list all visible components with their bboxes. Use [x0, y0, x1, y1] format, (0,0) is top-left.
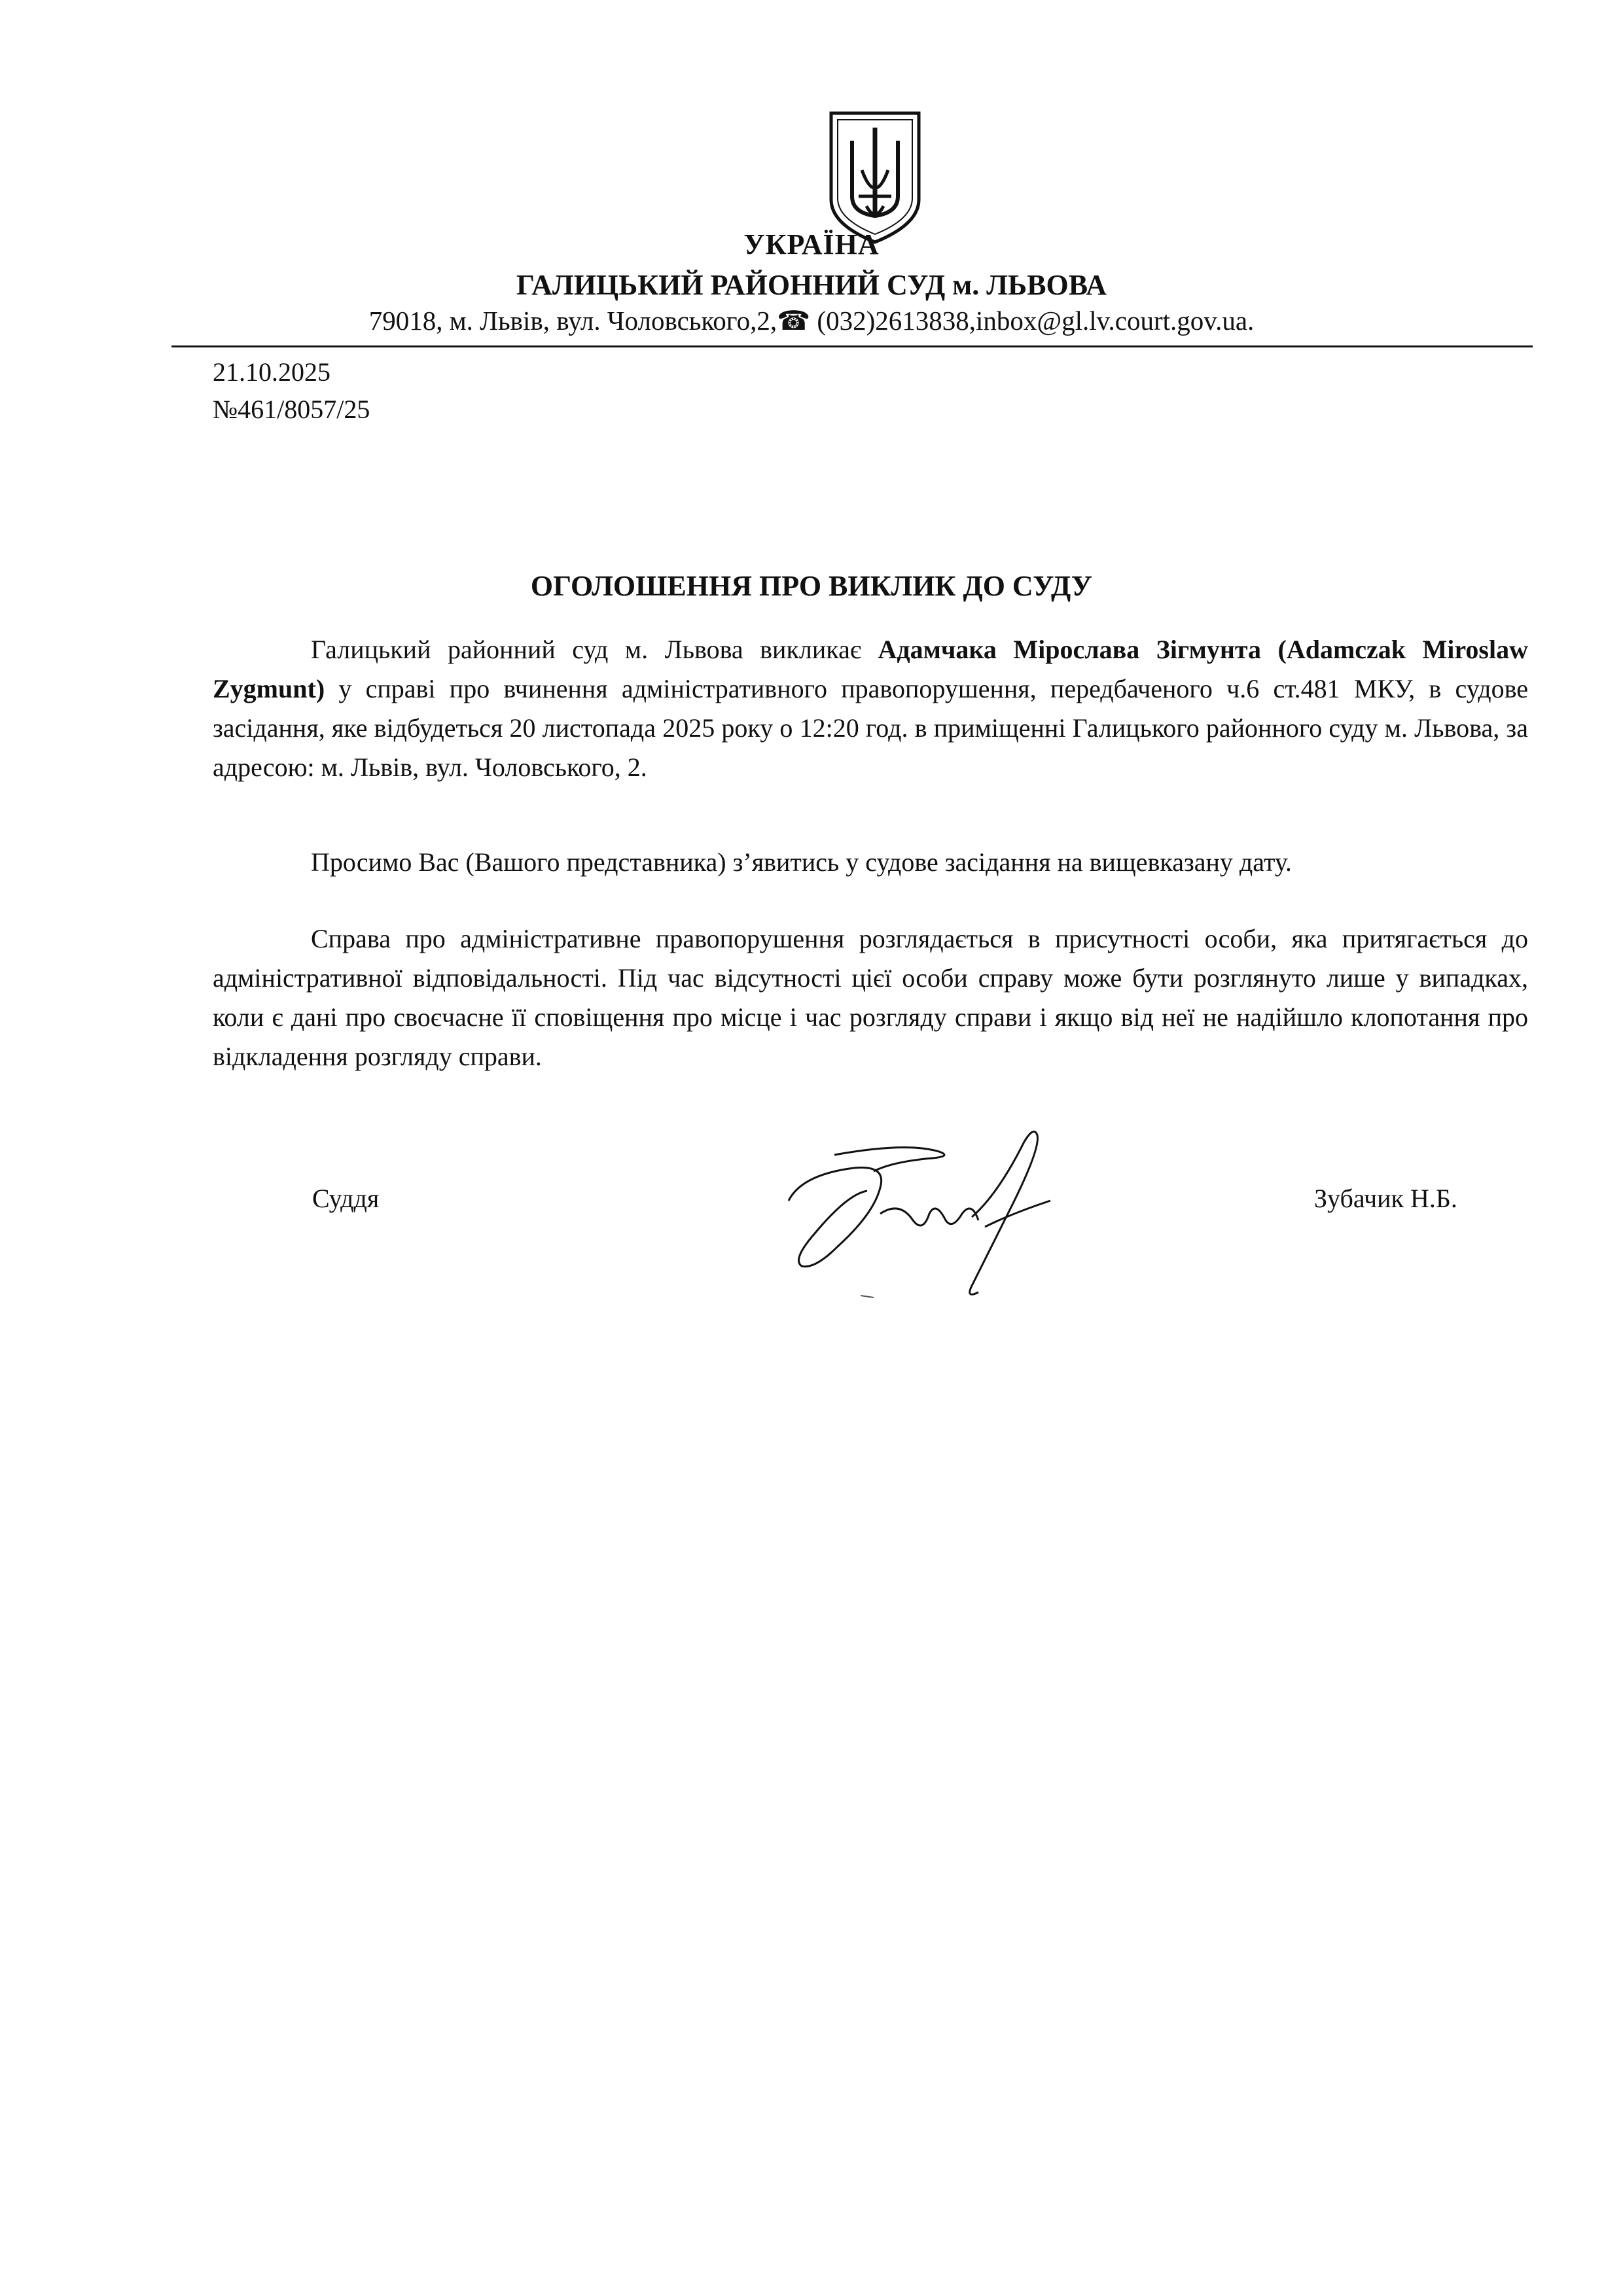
address-text: 79018, м. Львів, вул. Чоловського,2, — [368, 306, 777, 336]
document-date: 21.10.2025 — [213, 357, 330, 387]
ukraine-trident-icon — [826, 108, 924, 245]
judge-name: Зубачик Н.Б. — [1314, 1184, 1457, 1213]
document-number: №461/8057/25 — [213, 395, 370, 424]
summoned-person-name: Адамчака Мірослава Зігмунта (Adamczak Miroslaw Zygmunt) — [213, 635, 1528, 703]
judge-label: Суддя — [312, 1184, 380, 1213]
telephone-icon: ☎ — [777, 306, 811, 336]
summons-details: у справі про вчинення адміністративного правопорушення, передбаченого ч.6 ст.481 МКУ, в судове засідання, яке відбудеться 20 листопада 2025 року о 12:20 год. в приміщенні Галицького районного суду м. Львова, за адресою: м. Львів, вул. Чоловського, 2. — [213, 674, 1528, 782]
summons-paragraph — [213, 630, 1528, 787]
procedure-paragraph: Справа про адміністративне правопорушення розглядається в присутності особи, яка притягається до адміністративної відповідальності. Під час відсутності цієї особи справу може бути розглянуто лише у випадках, коли є дані про своєчасне її сповіщення про місце і час розгляду справи і якщо від неї не надійшло клопотання про відкладення розгляду справи. — [213, 924, 1528, 1071]
summons-intro: Галицький районний суд м. Львова викликає — [311, 635, 878, 664]
contact-info: (032)2613838,inbox@gl.lv.court.gov.ua. — [810, 306, 1255, 336]
judge-signature — [776, 1116, 1070, 1312]
court-address — [0, 305, 1623, 336]
header-divider — [171, 345, 1533, 347]
request-paragraph: Просимо Вас (Вашого представника) з’явитись у судове засідання на вищевказану дату. — [311, 847, 1292, 877]
country-heading: УКРАЇНА — [743, 228, 880, 260]
court-name-heading: ГАЛИЦЬКИЙ РАЙОННИЙ СУД м. ЛЬВОВА — [516, 269, 1107, 301]
document-title: ОГОЛОШЕННЯ ПРО ВИКЛИК ДО СУДУ — [530, 570, 1093, 602]
